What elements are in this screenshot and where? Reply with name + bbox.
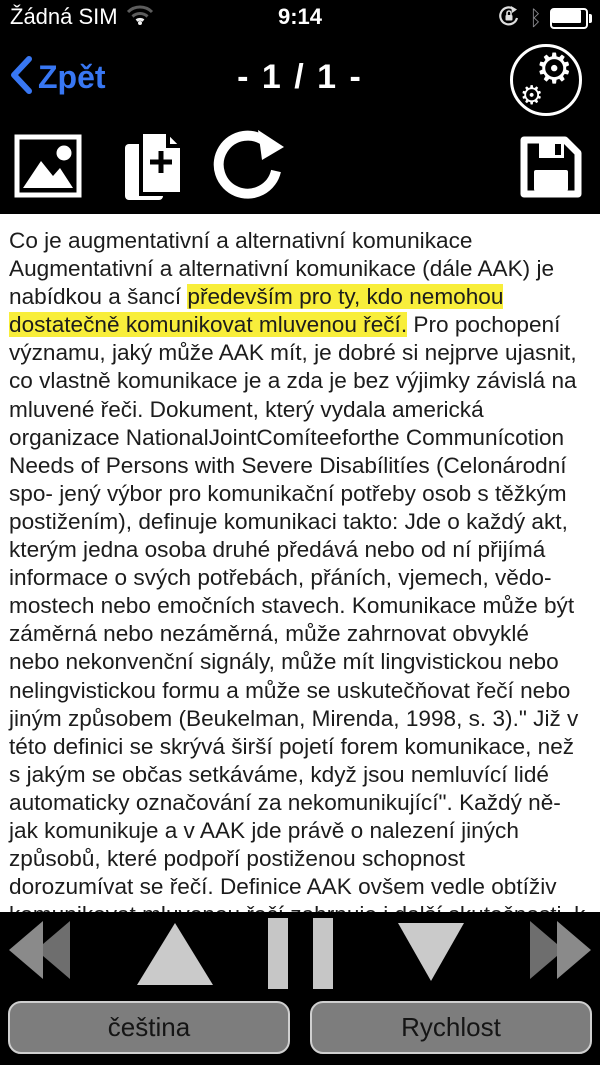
page-counter: - 1 / 1 - <box>237 58 363 96</box>
gear-small-icon: ⚙ <box>520 81 544 111</box>
language-button[interactable]: čeština <box>8 1001 290 1054</box>
text-line: této definici se skrývá širší pojetí forem komunikace, než <box>9 733 575 759</box>
text-line: s jakým se občas setkáváme, když jsou nemluvící lidé <box>9 761 549 787</box>
text-line: jiným způsobem (Beukelman, Mirenda, 1998, s. 3)." Již v <box>9 705 579 731</box>
add-page-icon[interactable] <box>120 128 186 209</box>
text-line: informace o svých potřebách, přáních, vjemech, vědo- <box>9 565 552 591</box>
text-line: způsobů, které podpoří postiženou schopnost <box>9 846 465 872</box>
text-line: Augmentativní a alternativní komunikace (dále AAK) je <box>9 256 555 282</box>
text-line: významu, jaký může AAK mít, je dobré si nejprve ujasnit, <box>9 340 577 366</box>
nav-bar <box>0 36 600 120</box>
orientation-lock-icon <box>497 4 521 33</box>
text-line: dorozumívat se řečí. Definice AAK ovšem vedle obtíživ <box>9 874 557 900</box>
text-line: dostatečně komunikovat mluvenou řečí. Pro pochopení <box>9 312 561 338</box>
pause-button[interactable] <box>268 918 333 989</box>
text-line: mluvené řeči. Dokument, který vydala americká <box>9 396 484 422</box>
speed-button[interactable]: Rychlost <box>310 1001 592 1054</box>
text-line: nabídkou a šancí především pro ty, kdo nemohou <box>9 284 504 310</box>
footer-bar <box>0 996 600 1065</box>
settings-button[interactable] <box>510 44 582 116</box>
gear-icon: ⚙ <box>535 44 573 93</box>
scroll-up-button[interactable] <box>137 923 213 985</box>
status-bar <box>0 0 600 36</box>
text-line: spo- jený výbor pro komunikační potřeby osob s těžkým <box>9 480 567 506</box>
text-line: záměrná nebo nezáměrná, může zahrnovat obvyklé <box>9 621 529 647</box>
rewind-button[interactable] <box>6 920 72 985</box>
document-text-area[interactable] <box>0 214 600 912</box>
highlighted-text: především pro ty, kdo nemohou <box>187 284 504 310</box>
back-button-label: Zpět <box>38 59 106 95</box>
clock: 9:14 <box>277 4 323 29</box>
text-line: mostech nebo emočních stavech. Komunikace může být <box>9 593 575 619</box>
photo-icon[interactable] <box>14 134 82 203</box>
carrier-label: Žádná SIM <box>10 4 118 29</box>
text-line: nebo nekonvenční signály, může mít lingvistickou nebo <box>9 649 559 675</box>
toolbar <box>0 120 600 214</box>
pause-bar-right <box>313 918 333 989</box>
highlighted-text: dostatečně komunikovat mluvenou řečí. <box>9 312 408 338</box>
fast-forward-button[interactable] <box>528 920 594 985</box>
text-line: postižením), definuje komunikaci takto: Jde o každý akt, <box>9 508 568 534</box>
text-line: organizace NationalJointComíteeforthe Communícotion <box>9 424 565 450</box>
refresh-icon[interactable] <box>206 130 292 209</box>
bluetooth-icon: ᛒ <box>529 5 542 30</box>
pause-bar-left <box>268 918 288 989</box>
text-line: Co je augmentativní a alternativní komunikace <box>9 228 473 253</box>
text-line: Needs of Persons with Severe Disabílitíes (Celonárodní <box>9 452 567 478</box>
text-line: co vlastně komunikace je a zda je bez výjimky závislá na <box>9 368 577 394</box>
text-line: jak komunikuje a v AAK jde právě o nalezení jiných <box>9 817 519 843</box>
playback-controls <box>0 912 600 996</box>
text-line: automaticky označování za nekomunikující". Každý ně- <box>9 789 561 815</box>
scroll-down-button[interactable] <box>398 923 464 981</box>
save-icon[interactable] <box>518 134 584 205</box>
battery-icon <box>550 8 592 29</box>
text-line: kterým jedna osoba druhé předává nebo od ní přijímá <box>9 537 546 563</box>
text-line: nelingvistickou formu a může se uskutečňovat řečí nebo <box>9 677 571 703</box>
